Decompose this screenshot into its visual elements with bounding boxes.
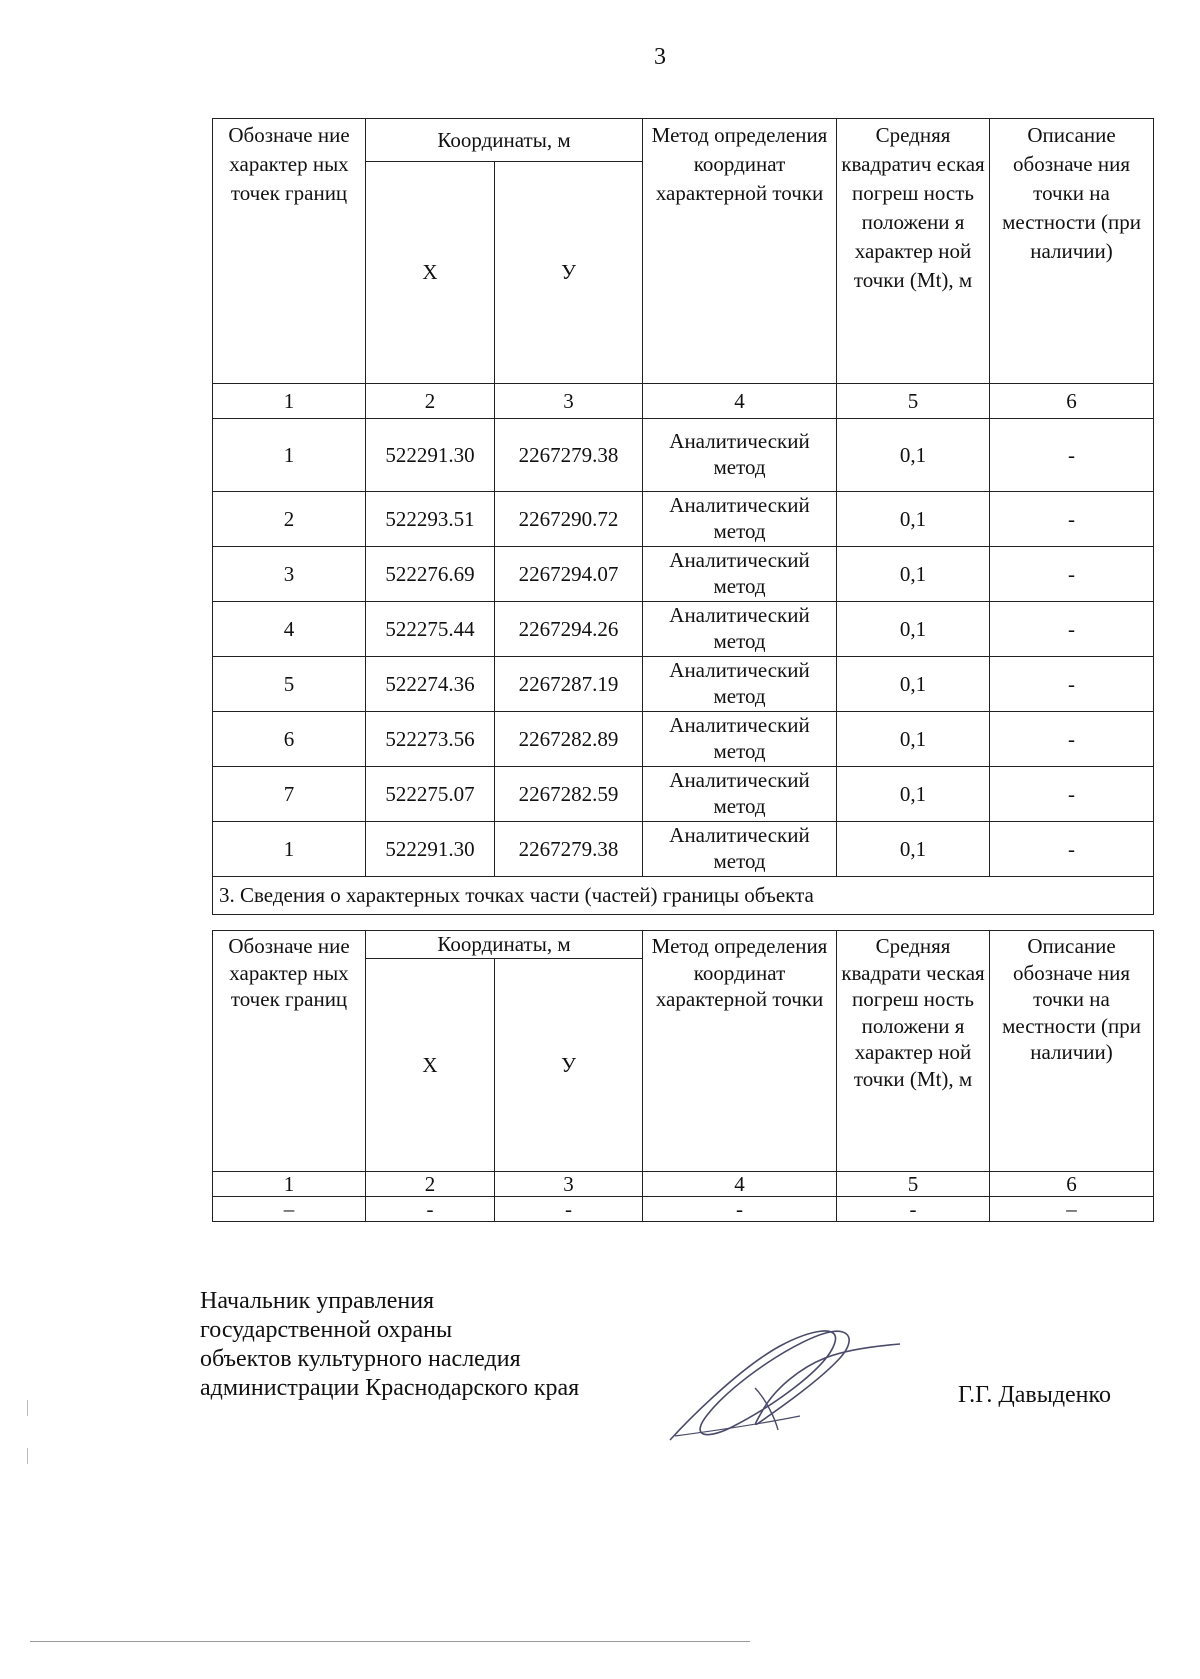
method-text: Аналитический метод	[669, 658, 810, 708]
header-y: У	[495, 958, 643, 1172]
cell-y: 2267279.38	[495, 822, 643, 877]
method-text: Аналитический метод	[669, 603, 810, 653]
cell-error: 0,1	[837, 492, 990, 547]
method-text: Аналитический метод	[669, 548, 810, 598]
method-text: Аналитический метод	[669, 713, 810, 763]
header-point-designation: Обозначе ние характер ных точек границ	[213, 931, 366, 1172]
header-y: У	[495, 162, 643, 384]
cell-point: 6	[213, 712, 366, 767]
table-row	[213, 602, 1154, 657]
signatory-position	[200, 1287, 579, 1403]
empty-cell: -	[366, 1197, 495, 1222]
position-line: администрации Краснодарского края	[200, 1375, 580, 1401]
cell-point: 7	[213, 767, 366, 822]
cell-error: 0,1	[837, 657, 990, 712]
cell-desc: -	[990, 767, 1154, 822]
cell-x: 522291.30	[366, 822, 495, 877]
cell-y: 2267294.26	[495, 602, 643, 657]
cell-method	[643, 492, 837, 547]
cell-y: 2267287.19	[495, 657, 643, 712]
handwritten-signature	[660, 1318, 910, 1448]
empty-cell: –	[213, 1197, 366, 1222]
cell-error: 0,1	[837, 419, 990, 492]
header-method: Метод определения координат характерной точки	[643, 119, 837, 384]
table-row	[213, 767, 1154, 822]
header-coordinates: Координаты, м	[366, 931, 643, 959]
table-row	[213, 822, 1154, 877]
header-description: Описание обозначе ния точки на местности (при наличии)	[990, 931, 1154, 1172]
coordinates-table	[212, 118, 1154, 915]
cell-method	[643, 419, 837, 492]
cell-error: 0,1	[837, 547, 990, 602]
table-row	[213, 1197, 1154, 1222]
cell-method	[643, 657, 837, 712]
cell-point: 2	[213, 492, 366, 547]
part-boundary-table	[212, 930, 1154, 1222]
column-number: 2	[366, 1172, 495, 1197]
cell-desc: -	[990, 822, 1154, 877]
header-point-designation: Обозначе ние характер ных точек границ	[213, 119, 366, 384]
method-text: Аналитический метод	[669, 493, 810, 543]
cell-error: 0,1	[837, 822, 990, 877]
empty-cell: –	[990, 1197, 1154, 1222]
empty-cell: -	[643, 1197, 837, 1222]
cell-method	[643, 767, 837, 822]
margin-mark	[27, 1400, 28, 1416]
column-number: 2	[366, 384, 495, 419]
page-number: 3	[654, 44, 666, 70]
column-number: 4	[643, 1172, 837, 1197]
position-line: объектов культурного наследия	[200, 1346, 521, 1372]
cell-x: 522275.44	[366, 602, 495, 657]
cell-desc: -	[990, 419, 1154, 492]
column-number: 5	[837, 1172, 990, 1197]
method-text: Аналитический метод	[669, 823, 810, 873]
cell-x: 522274.36	[366, 657, 495, 712]
column-number: 1	[213, 384, 366, 419]
column-number: 1	[213, 1172, 366, 1197]
cell-desc: -	[990, 712, 1154, 767]
table-row	[213, 419, 1154, 492]
header-error: Средняя квадрати ческая погреш ность положени я характер ной точки (Mt), м	[837, 931, 990, 1172]
column-number: 4	[643, 384, 837, 419]
table-row	[213, 712, 1154, 767]
bottom-rule	[30, 1641, 750, 1642]
cell-y: 2267282.89	[495, 712, 643, 767]
cell-x: 522275.07	[366, 767, 495, 822]
column-number: 5	[837, 384, 990, 419]
cell-error: 0,1	[837, 767, 990, 822]
table-row	[213, 547, 1154, 602]
cell-point: 5	[213, 657, 366, 712]
header-x: Х	[366, 162, 495, 384]
cell-point: 1	[213, 822, 366, 877]
column-numbers-row	[213, 1172, 1154, 1197]
empty-cell: -	[495, 1197, 643, 1222]
cell-x: 522293.51	[366, 492, 495, 547]
cell-desc: -	[990, 547, 1154, 602]
column-numbers-row	[213, 384, 1154, 419]
position-line: Начальник управления	[200, 1288, 435, 1314]
empty-cell: -	[837, 1197, 990, 1222]
section-3-title: 3. Сведения о характерных точках части (частей) границы объекта	[213, 877, 1154, 915]
column-number: 3	[495, 384, 643, 419]
cell-x: 522273.56	[366, 712, 495, 767]
position-line: государственной охраны	[200, 1317, 453, 1343]
signatory-name: Г.Г. Давыденко	[958, 1382, 1111, 1408]
cell-method	[643, 822, 837, 877]
cell-desc: -	[990, 657, 1154, 712]
cell-y: 2267279.38	[495, 419, 643, 492]
cell-x: 522291.30	[366, 419, 495, 492]
header-x: Х	[366, 958, 495, 1172]
cell-desc: -	[990, 492, 1154, 547]
table-header-row	[213, 119, 1154, 162]
column-number: 6	[990, 1172, 1154, 1197]
cell-y: 2267290.72	[495, 492, 643, 547]
cell-method	[643, 712, 837, 767]
cell-method	[643, 602, 837, 657]
method-text: Аналитический метод	[669, 768, 810, 818]
section-title-row	[213, 877, 1154, 915]
header-method: Метод определения координат характерной точки	[643, 931, 837, 1172]
table-row	[213, 492, 1154, 547]
cell-desc: -	[990, 602, 1154, 657]
cell-y: 2267282.59	[495, 767, 643, 822]
cell-error: 0,1	[837, 602, 990, 657]
column-number: 3	[495, 1172, 643, 1197]
cell-x: 522276.69	[366, 547, 495, 602]
header-error: Средняя квадратич еская погреш ность положени я характер ной точки (Mt), м	[837, 119, 990, 384]
method-text: Аналитический метод	[669, 429, 810, 479]
table-header-row	[213, 931, 1154, 959]
cell-method	[643, 547, 837, 602]
table-row	[213, 657, 1154, 712]
cell-point: 1	[213, 419, 366, 492]
cell-point: 4	[213, 602, 366, 657]
cell-point: 3	[213, 547, 366, 602]
cell-error: 0,1	[837, 712, 990, 767]
margin-mark	[27, 1448, 28, 1464]
cell-y: 2267294.07	[495, 547, 643, 602]
header-coordinates: Координаты, м	[366, 119, 643, 162]
column-number: 6	[990, 384, 1154, 419]
header-description: Описание обозначе ния точки на местности (при наличии)	[990, 119, 1154, 384]
